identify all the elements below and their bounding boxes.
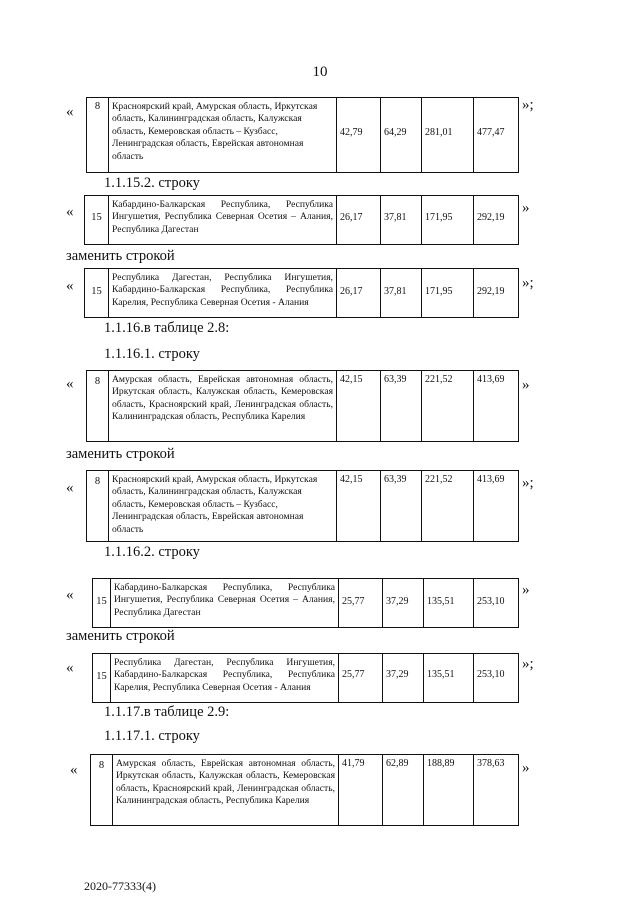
region-list: Республика Дагестан, Республика Ингушетия, Кабардино-Балкарская Республика, Республика Карелия, Республика Северная Осетия - Алания [109, 269, 337, 318]
row-number: 8 [87, 98, 109, 173]
table-row [84, 195, 519, 245]
table-row [86, 97, 519, 173]
open-quote: « [66, 587, 74, 603]
section-heading: 1.1.16.1. строку [104, 346, 200, 362]
value-cell: 62,89 [383, 755, 424, 826]
value-cell: 63,39 [381, 471, 422, 542]
region-list: Амурская область, Еврейская автономная область, Иркутская область, Калужская область, Кемеровская область, Красноярский край, Ленинградская область, Калининградская область, Республика Карелия [113, 755, 339, 826]
region-list: Красноярский край, Амурская область, Иркутская область, Калининградская область, Калужская область, Кемеровская область – Кузбасс, Ленинградская область, Еврейская автономная область [109, 98, 337, 173]
row-number: 15 [93, 579, 111, 628]
value-cell: 37,81 [381, 196, 422, 245]
value-cell: 42,79 [337, 98, 381, 173]
close-quote: » [522, 200, 530, 216]
value-cell: 221,52 [422, 371, 474, 442]
table-row [86, 370, 519, 442]
value-cell: 253,10 [474, 654, 519, 703]
value-cell: 221,52 [422, 471, 474, 542]
document-code: 2020-77333(4) [84, 879, 156, 893]
value-cell: 171,95 [422, 196, 474, 245]
value-cell: 63,39 [381, 371, 422, 442]
region-list: Кабардино-Балкарская Республика, Республика Ингушетия, Республика Северная Осетия – Алания, Республика Дагестан [111, 579, 339, 628]
value-cell: 26,17 [337, 269, 381, 318]
value-cell: 281,01 [422, 98, 474, 173]
value-cell: 378,63 [474, 755, 519, 826]
row-number: 8 [87, 371, 109, 442]
section-heading: 1.1.17.1. строку [104, 728, 200, 744]
row-number: 8 [91, 755, 113, 826]
value-cell: 37,29 [383, 579, 424, 628]
value-cell: 37,81 [381, 269, 422, 318]
section-heading: 1.1.15.2. строку [104, 175, 200, 191]
table-row [92, 578, 519, 628]
value-cell: 64,29 [381, 98, 422, 173]
table-row [90, 754, 519, 826]
section-heading: 1.1.17.в таблице 2.9: [104, 704, 230, 720]
region-list: Амурская область, Еврейская автономная область, Иркутская область, Калужская область, Кемеровская область, Красноярский край, Ленинградская область, Калининградская область, Республика Карелия [109, 371, 337, 442]
open-quote: « [70, 762, 78, 778]
close-quote: »; [522, 475, 534, 491]
section-heading: заменить строкой [66, 248, 175, 264]
section-heading: 1.1.16.в таблице 2.8: [104, 320, 230, 336]
value-cell: 253,10 [474, 579, 519, 628]
value-cell: 135,51 [424, 579, 474, 628]
close-quote: » [522, 582, 530, 598]
section-heading: заменить строкой [66, 446, 175, 462]
region-list: Республика Дагестан, Республика Ингушетия, Кабардино-Балкарская Республика, Республика Карелия, Республика Северная Осетия - Алания [111, 654, 339, 703]
table-row [86, 470, 519, 542]
value-cell: 25,77 [339, 579, 383, 628]
value-cell: 413,69 [474, 471, 519, 542]
close-quote: »; [522, 656, 534, 672]
value-cell: 41,79 [339, 755, 383, 826]
value-cell: 413,69 [474, 371, 519, 442]
value-cell: 135,51 [424, 654, 474, 703]
value-cell: 171,95 [422, 269, 474, 318]
value-cell: 37,29 [383, 654, 424, 703]
close-quote: »; [522, 275, 534, 291]
open-quote: « [66, 660, 74, 676]
region-list: Кабардино-Балкарская Республика, Республика Ингушетия, Республика Северная Осетия – Алания, Республика Дагестан [109, 196, 337, 245]
section-heading: заменить строкой [66, 628, 175, 644]
open-quote: « [66, 278, 74, 294]
open-quote: « [66, 104, 74, 120]
row-number: 15 [93, 654, 111, 703]
value-cell: 292,19 [474, 269, 519, 318]
row-number: 15 [85, 196, 109, 245]
table-row [92, 653, 519, 703]
close-quote: » [522, 760, 530, 776]
value-cell: 42,15 [337, 371, 381, 442]
value-cell: 477,47 [474, 98, 519, 173]
close-quote: » [522, 377, 530, 393]
section-heading: 1.1.16.2. строку [104, 544, 200, 560]
open-quote: « [66, 204, 74, 220]
value-cell: 292,19 [474, 196, 519, 245]
close-quote: »; [522, 97, 534, 113]
value-cell: 25,77 [339, 654, 383, 703]
open-quote: « [66, 480, 74, 496]
table-row [84, 268, 519, 318]
page-number: 10 [312, 64, 328, 80]
value-cell: 42,15 [337, 471, 381, 542]
row-number: 15 [85, 269, 109, 318]
value-cell: 26,17 [337, 196, 381, 245]
open-quote: « [66, 376, 74, 392]
region-list: Красноярский край, Амурская область, Иркутская область, Калининградская область, Калужская область, Кемеровская область – Кузбасс, Ленинградская область, Еврейская автономная область [109, 471, 337, 542]
value-cell: 188,89 [424, 755, 474, 826]
row-number: 8 [87, 471, 109, 542]
